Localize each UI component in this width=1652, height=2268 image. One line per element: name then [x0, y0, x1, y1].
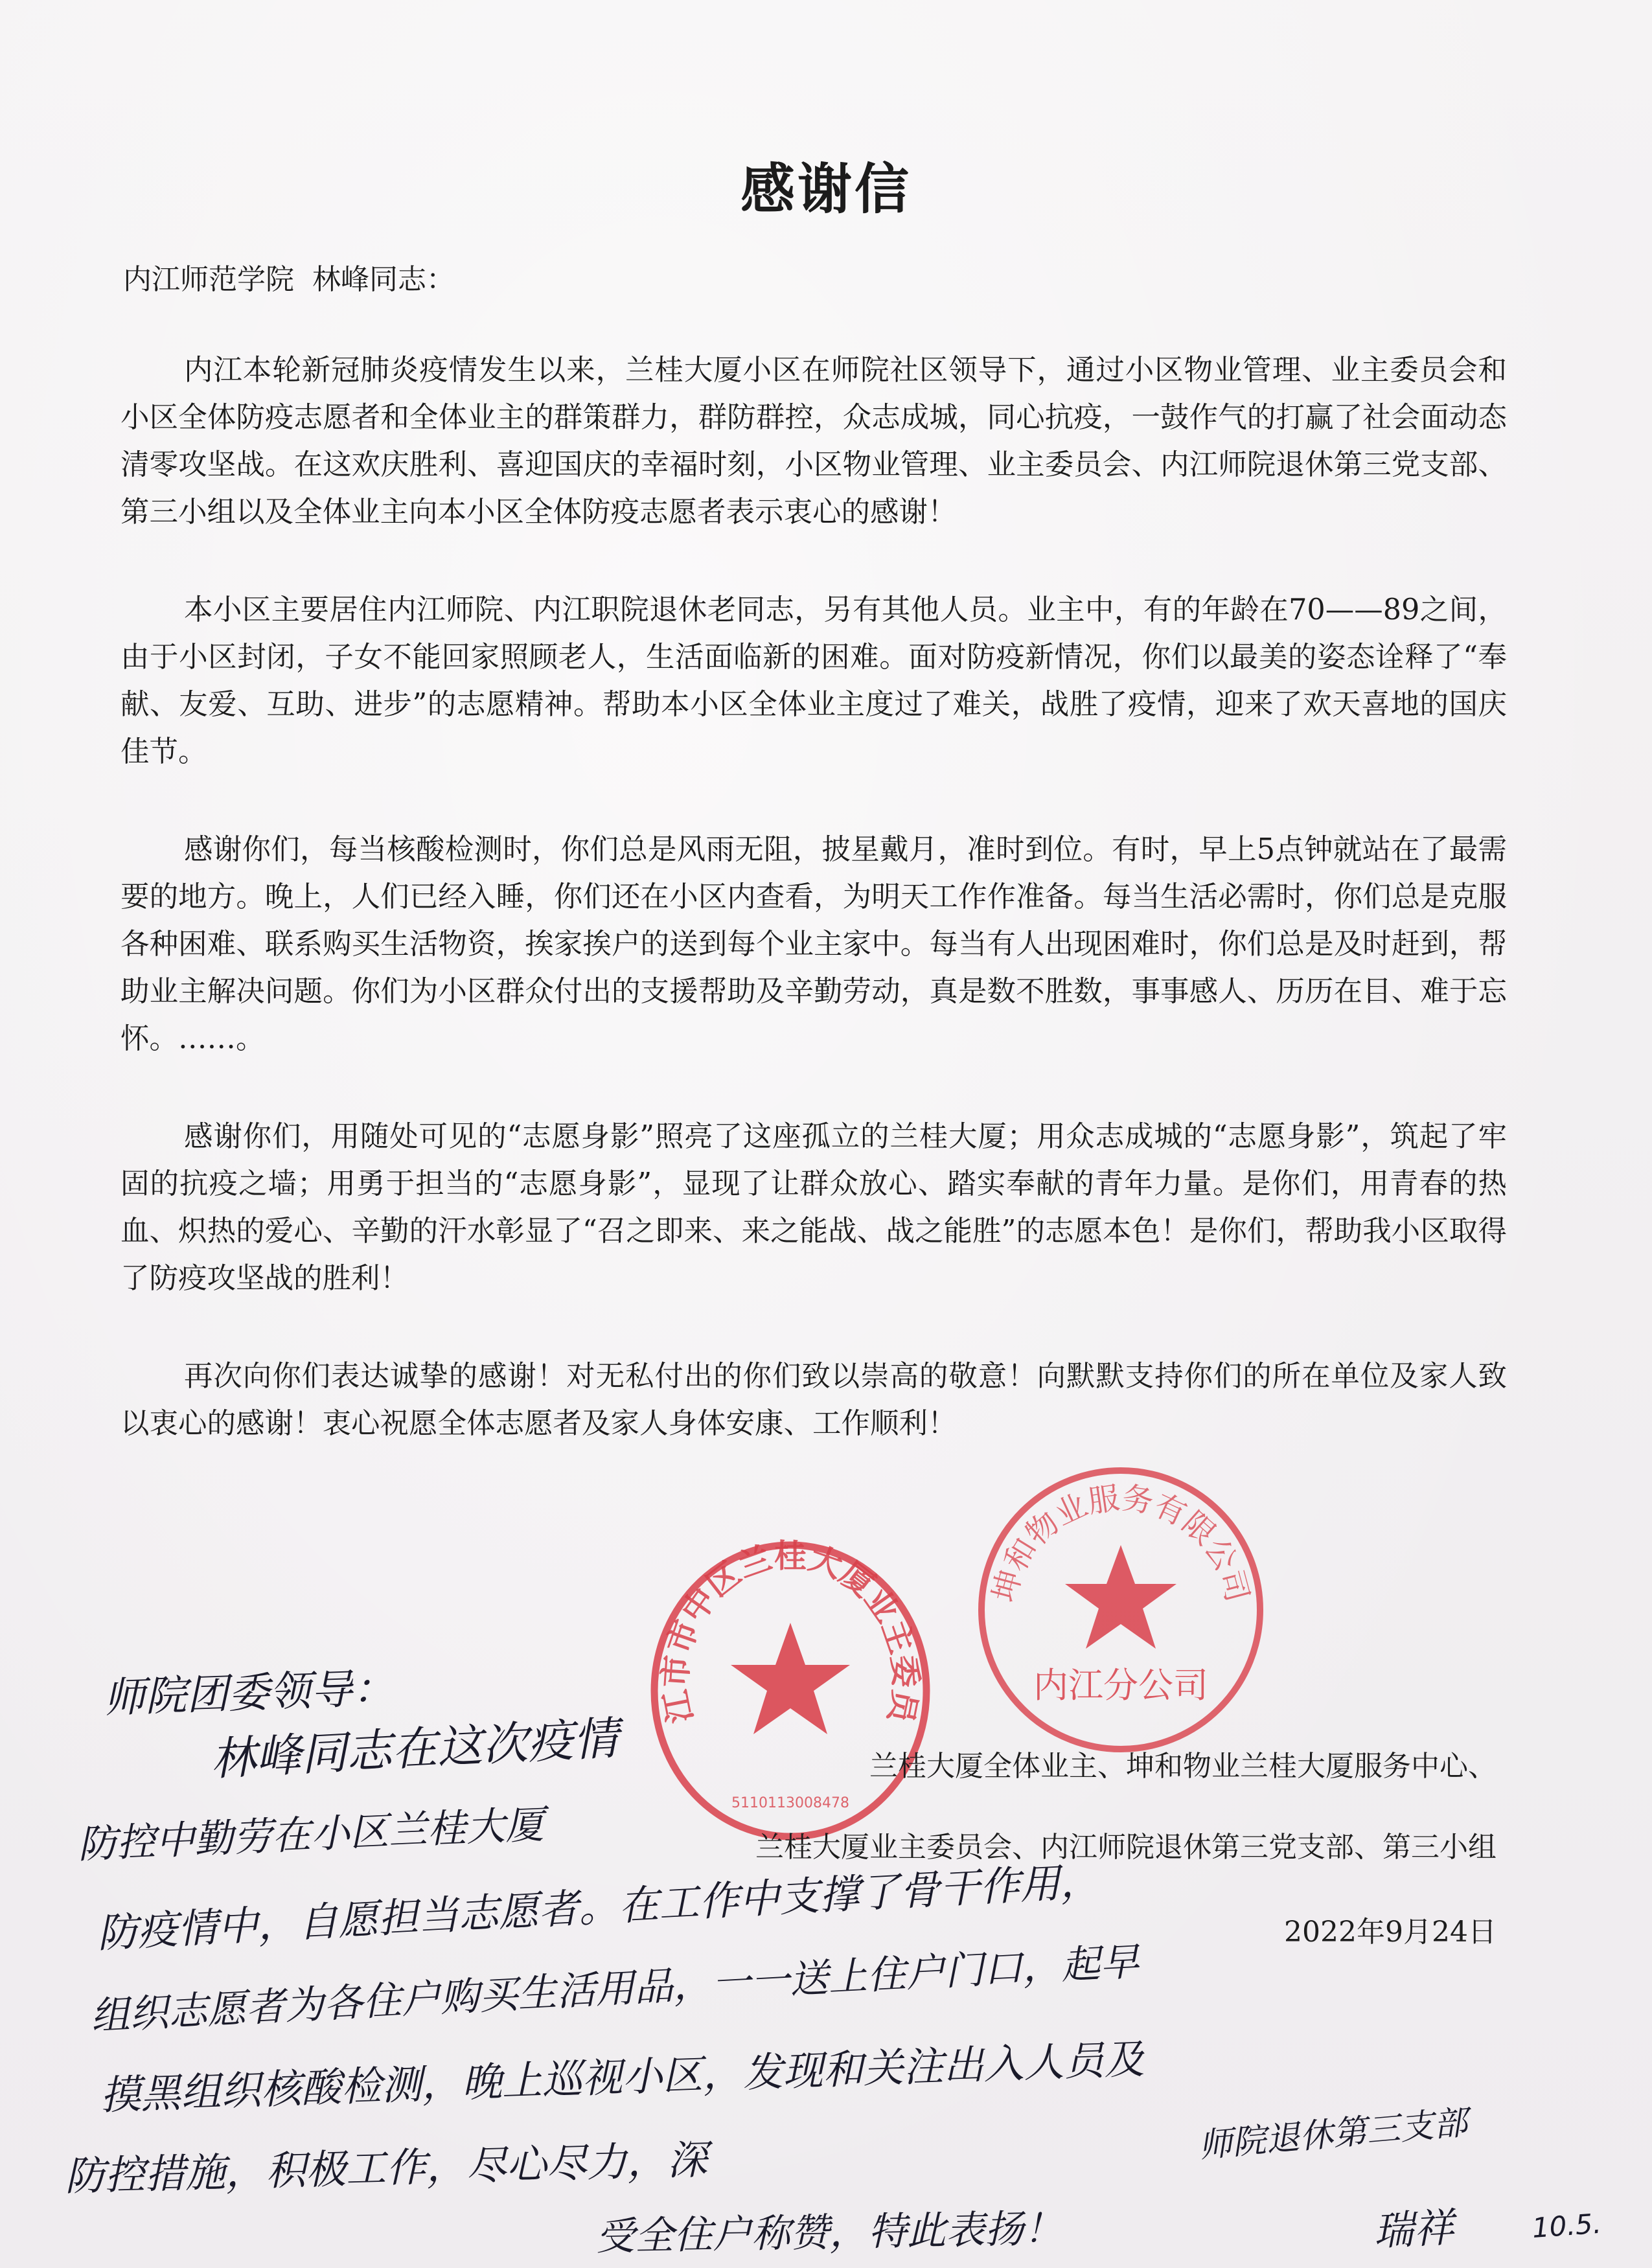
- handwritten-line-1: 师院团委领导：: [102, 1664, 395, 1723]
- seal1-text: 内江市市中区兰桂大厦业主委员会: [622, 1496, 925, 1726]
- handwritten-line-3: 防控中勤劳在小区兰桂大厦: [76, 1802, 545, 1868]
- handwritten-line-8: 受全住户称赞，特此表扬！: [595, 2206, 1063, 2260]
- signatory-line-2: 兰桂大厦业主委员会、内江师院退休第三党支部、第三小组: [755, 1831, 1497, 1864]
- seal-star-icon: [731, 1623, 850, 1734]
- letter-title: 感谢信: [740, 157, 912, 221]
- handwritten-line-2: 林峰同志在这次疫情: [209, 1712, 620, 1786]
- handwritten-line-6: 摸黑组织核酸检测，晚上巡视小区，发现和关注出入人员及: [99, 2035, 1145, 2119]
- handwritten-line-4: 防疫情中，自愿担当志愿者。在工作中支撑了骨干作用，: [96, 1857, 1102, 1957]
- handwritten-signature-name: 瑞祥: [1372, 2203, 1456, 2255]
- salutation-person: 林峰同志：: [312, 263, 455, 296]
- paragraph-2: 本小区主要居住内江师院、内江职院退休老同志，另有其他人员。业主中，有的年龄在70——89之间，由于小区封闭，子女不能回家照顾老人，生活面临新的困难。面对防疫新情况，你们以最美的姿态诠释了“奉献、友爱、互助、进步”的志愿精神。帮助本小区全体业主度过了难关，战胜了疫情，迎来了欢天喜地的国庆佳节。: [120, 593, 1507, 768]
- handwritten-line-7: 防控措施，积极工作，尽心尽力，深: [64, 2136, 708, 2200]
- handwritten-line-5: 组织志愿者为各住户购买生活用品，一一送上住户门口，起早: [89, 1939, 1140, 2039]
- seal1-number: 5110113008478: [731, 1795, 849, 1811]
- salutation: [123, 256, 473, 297]
- handwritten-signature-date: 10.5.: [1531, 2207, 1603, 2244]
- paragraph-3: 感谢你们，每当核酸检测时，你们总是风雨无阻，披星戴月，准时到位。有时，早上5点钟就站在了最需要的地方。晚上，人们已经入睡，你们还在小区内查看，为明天工作作准备。每当生活必需时，你们总是克服各种困难、联系购买生活物资，挨家挨户的送到每个业主家中。每当有人出现困难时，你们总是及时赶到，帮助业主解决问题。你们为小区群众付出的支援帮助及辛勤劳动，真是数不胜数，事事感人、历历在目、难于忘怀。……。: [120, 833, 1507, 1055]
- paragraph-4: 感谢你们，用随处可见的“志愿身影”照亮了这座孤立的兰桂大厦；用众志成城的“志愿身影”，筑起了牢固的抗疫之墙；用勇于担当的“志愿身影”，显现了让群众放心、踏实奉献的青年力量。是你们，用青春的热血、炽热的爱心、辛勤的汗水彰显了“召之即来、来之能战、战之能胜”的志愿本色！是你们，帮助我小区取得了防疫攻坚战的胜利！: [120, 1120, 1507, 1295]
- seal2-branch: 内江分公司: [1033, 1665, 1208, 1706]
- handwritten-signature-unit: 师院退休第三支部: [1197, 2103, 1469, 2166]
- property-company-seal: [965, 1454, 1276, 1765]
- paragraph-1: 内江本轮新冠肺炎疫情发生以来，兰桂大厦小区在师院社区领导下，通过小区物业管理、业主委员会和小区全体防疫志愿者和全体业主的群策群力，群防群控，众志成城，同心抗疫，一鼓作气的打赢了社会面动态清零攻坚战。在这欢庆胜利、喜迎国庆的幸福时刻，小区物业管理、业主委员会、内江师院退休第三党支部、第三小组以及全体业主向本小区全体防疫志愿者表示衷心的感谢！: [120, 354, 1507, 529]
- letter-date: 2022年9月24日: [1284, 1916, 1497, 1949]
- signatory-line-1: 兰桂大厦全体业主、坤和物业兰桂大厦服务中心、: [869, 1750, 1497, 1783]
- seal-star-icon: [1065, 1545, 1176, 1649]
- salutation-org: 内江师范学院: [123, 263, 294, 296]
- letter-body: [120, 347, 1507, 1447]
- seal2-text: 坤和物业服务有限公司: [985, 1480, 1256, 1606]
- paragraph-5: 再次向你们表达诚挚的感谢！对无私付出的你们致以崇高的敬意！向默默支持你们的所在单位及家人致以衷心的感谢！衷心祝愿全体志愿者及家人身体安康、工作顺利！: [120, 1360, 1507, 1440]
- owners-committee-seal: [622, 1496, 943, 1850]
